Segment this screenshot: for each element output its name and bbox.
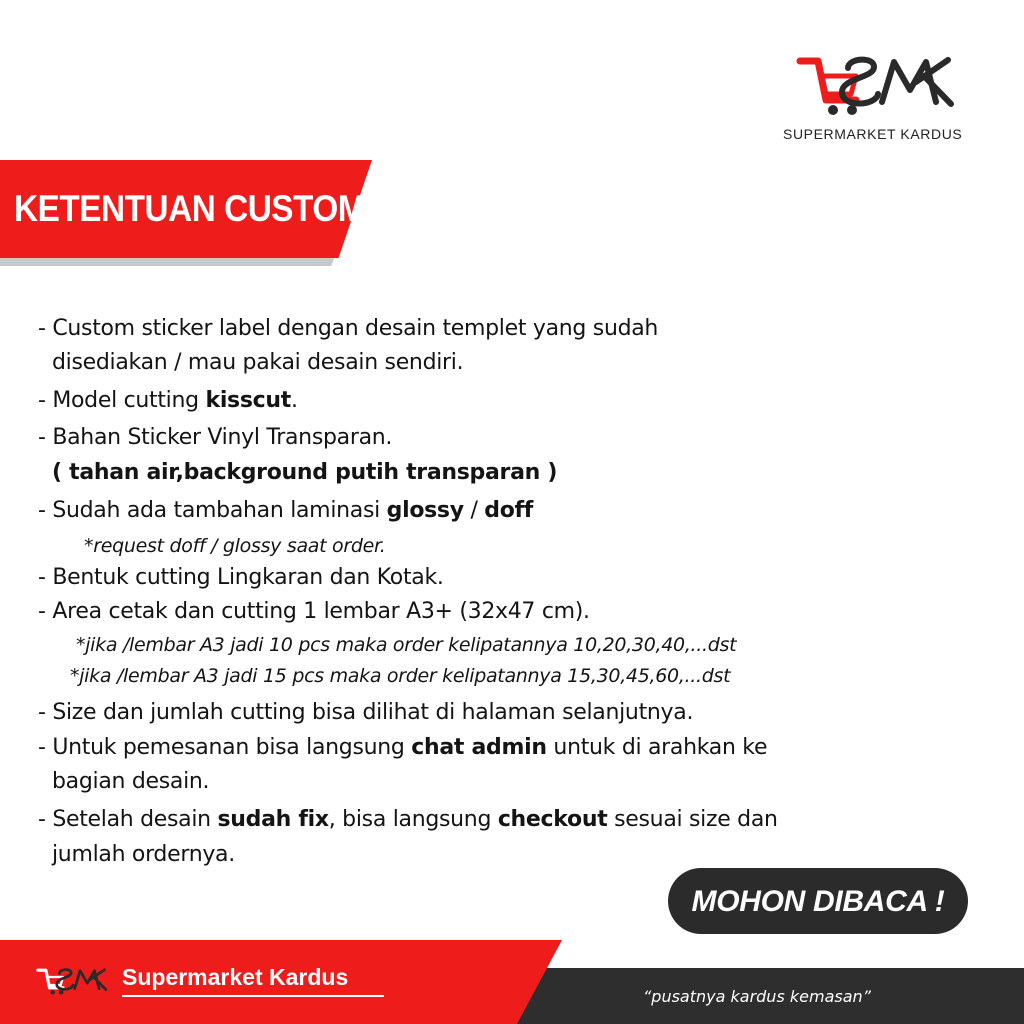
footer-divider	[122, 995, 384, 997]
footer-brand-name: Supermarket Kardus	[122, 964, 349, 990]
list-item: - Model cutting kisscut.	[38, 388, 298, 413]
list-item: - Setelah desain sudah fix, bisa langsung checkout sesuai size dan	[38, 807, 778, 832]
list-item: - Area cetak dan cutting 1 lembar A3+ (32x47 cm).	[38, 599, 590, 624]
list-note: *request doff / glossy saat order.	[84, 535, 386, 557]
logo-subtitle: SUPERMARKET KARDUS	[783, 126, 963, 142]
list-item: - Bahan Sticker Vinyl Transparan.	[38, 425, 393, 450]
list-item: - Bentuk cutting Lingkaran dan Kotak.	[38, 565, 444, 590]
list-item: - Untuk pemesanan bisa langsung chat admin untuk di arahkan ke	[38, 735, 768, 760]
list-item: disediakan / mau pakai desain sendiri.	[52, 350, 464, 375]
list-item: - Size dan jumlah cutting bisa dilihat di halaman selanjutnya.	[38, 700, 694, 725]
list-item: - Sudah ada tambahan laminasi glossy / doff	[38, 498, 534, 523]
list-item: jumlah ordernya.	[52, 842, 235, 867]
footer-tagline: “pusatnya kardus kemasan”	[643, 987, 871, 1006]
page-title: KETENTUAN CUSTOM	[14, 188, 366, 229]
notice-label: MOHON DIBACA !	[691, 885, 945, 918]
footer-logo-icon	[36, 963, 108, 999]
list-item: - Custom sticker label dengan desain templet yang sudah	[38, 316, 659, 341]
list-note: *jika /lembar A3 jadi 10 pcs maka order kelipatannya 10,20,30,40,...dst	[76, 634, 737, 656]
notice-badge	[668, 868, 968, 934]
list-item: bagian desain.	[52, 769, 210, 794]
list-note: *jika /lembar A3 jadi 15 pcs maka order kelipatannya 15,30,45,60,...dst	[70, 665, 731, 687]
list-item: ( tahan air,background putih transparan )	[52, 460, 558, 485]
